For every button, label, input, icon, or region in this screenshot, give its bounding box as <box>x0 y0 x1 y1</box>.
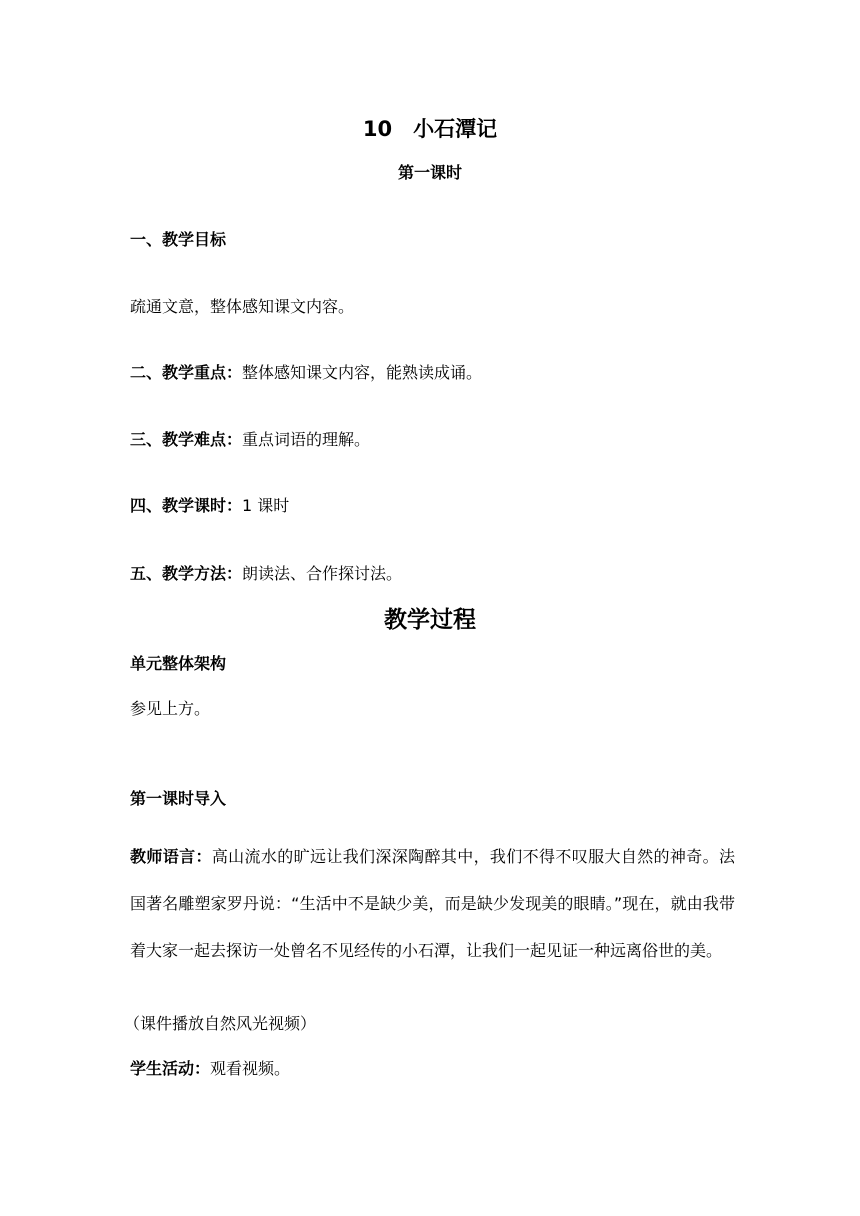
intro-heading: 第一课时导入 <box>130 789 227 808</box>
lesson-title: 10 小石潭记 <box>362 117 498 141</box>
teacher-text: 高山流水的旷远让我们深深陶醉其中，我们不得不叹服大自然的神奇。法国著名雕塑家罗丹说：“生活中不是缺少美，而是缺少发现美的眼睛。”现在，就由我带着大家一起去探访一处曾名不见经传的小石潭，让我们一起见证一种远离俗世的美。 <box>130 847 735 960</box>
lesson-subtitle: 第一课时 <box>397 163 462 182</box>
class-hours-content: 1 课时 <box>242 496 290 515</box>
methods <box>130 564 402 584</box>
teacher-paragraph <box>130 833 735 974</box>
process-title: 教学过程 <box>384 607 476 633</box>
difficulties-content: 重点词语的理解。 <box>242 430 371 449</box>
key-points-label: 二、教学重点： <box>130 363 243 382</box>
methods-content: 朗读法、合作探讨法。 <box>242 564 403 583</box>
video-note: （课件播放自然风光视频） <box>124 1014 317 1033</box>
class-hours-label: 四、教学课时： <box>130 496 243 515</box>
objectives-content: 疏通文意，整体感知课文内容。 <box>130 297 355 316</box>
methods-label: 五、教学方法： <box>130 564 243 583</box>
student-label: 学生活动： <box>130 1059 211 1078</box>
difficulties-label: 三、教学难点： <box>130 430 243 449</box>
difficulties <box>130 430 370 450</box>
key-points <box>130 363 482 383</box>
teacher-label: 教师语言： <box>130 847 212 866</box>
class-hours <box>130 496 289 516</box>
key-points-content: 整体感知课文内容，能熟读成诵。 <box>242 363 483 382</box>
unit-content: 参见上方。 <box>130 699 211 718</box>
unit-heading: 单元整体架构 <box>130 654 227 673</box>
student-activity <box>130 1059 290 1079</box>
student-text: 观看视频。 <box>210 1059 291 1078</box>
objectives-heading: 一、教学目标 <box>130 230 227 249</box>
